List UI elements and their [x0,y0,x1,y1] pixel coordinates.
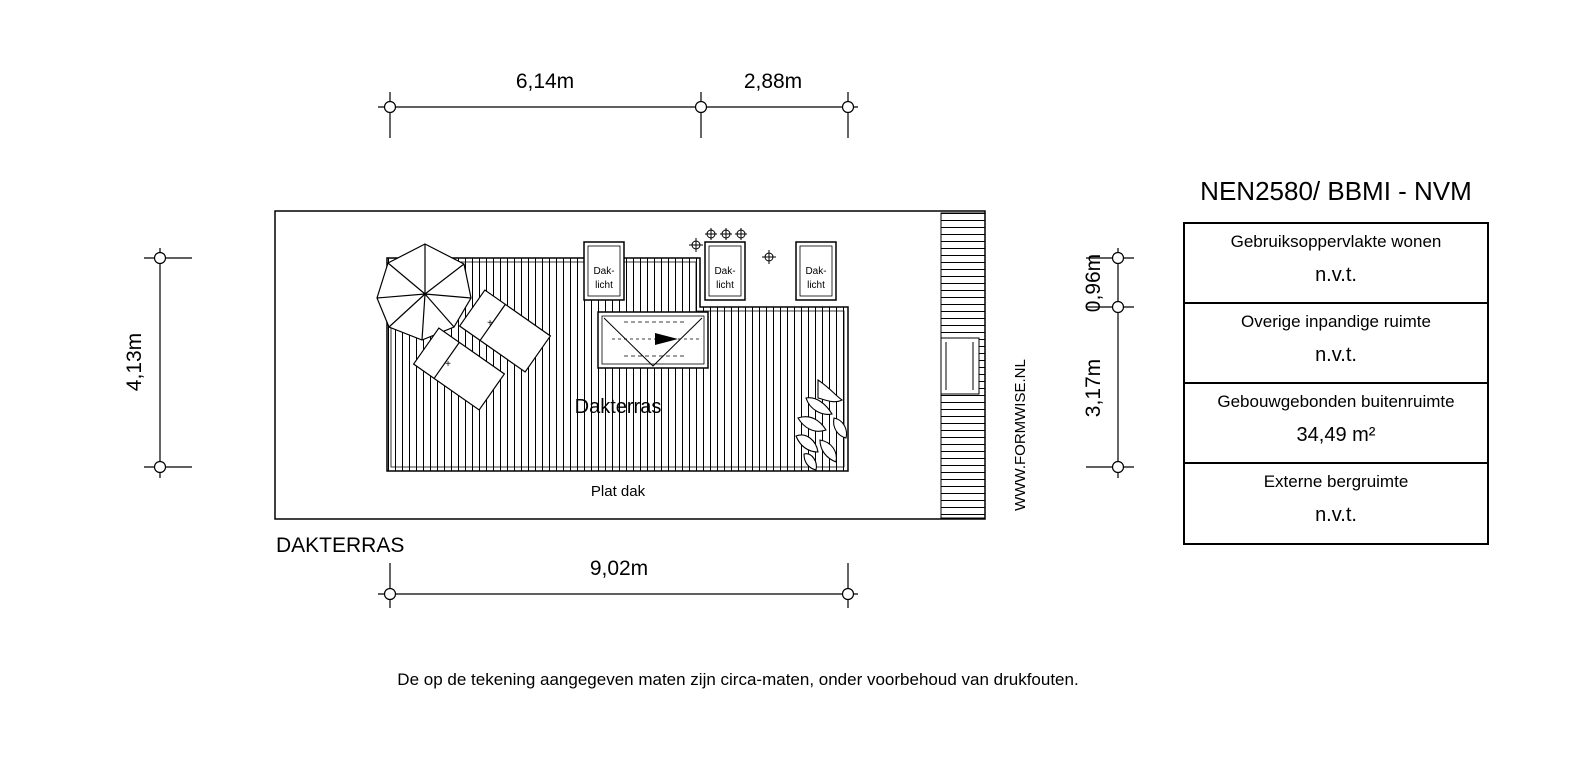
roof-edge-stairs [941,213,985,518]
nen-row-value: n.v.t. [1315,504,1357,526]
room-label: Dakterras [574,396,662,418]
nen-row-value: n.v.t. [1315,344,1357,366]
nen-row-value: 34,49 m² [1296,424,1376,446]
dim-left-label: 4,13m [123,332,146,392]
dim-right-top-label: 0,96m [1082,253,1105,313]
nen-table [1183,222,1489,545]
svg-text:+: + [487,318,493,329]
watermark: WWW.FORMWISE.NL [1012,359,1029,511]
skylight [705,242,745,300]
nen-row-value: n.v.t. [1315,264,1357,286]
nen-row-label: Overige inpandige ruimte [1241,312,1431,331]
dimension-bottom [378,557,858,608]
dim-top-left-label: 6,14m [515,70,575,93]
svg-text:Dak-: Dak- [805,266,827,277]
skylight [584,242,624,300]
nen-row [1185,304,1487,384]
dim-bottom-label: 9,02m [589,557,649,580]
nen-row-label: Gebruiksoppervlakte wonen [1230,232,1442,251]
svg-text:+: + [445,359,451,370]
dimension-left [123,248,192,478]
nen-row [1185,384,1487,464]
svg-text:Dak-: Dak- [593,266,615,277]
skylight [796,242,836,300]
nen-row-label: Externe bergruimte [1263,472,1409,491]
roof-label: Plat dak [590,483,646,500]
nen-row [1185,464,1487,543]
dim-top-right-label: 2,88m [743,70,803,93]
nen-row [1185,224,1487,304]
svg-text:licht: licht [595,280,613,291]
svg-text:Dak-: Dak- [714,266,736,277]
disclaimer: De op de tekening aangegeven maten zijn circa-maten, onder voorbehoud van drukfouten. [397,670,1079,689]
dimension-top [378,70,858,138]
nen-row-label: Gebouwgebonden buitenruimte [1217,392,1455,411]
dim-right-bottom-label: 3,17m [1082,358,1105,418]
section-label: DAKTERRAS [276,534,405,557]
roof-hatch [598,312,708,368]
svg-text:licht: licht [807,280,825,291]
svg-text:licht: licht [716,280,734,291]
nen-title: NEN2580/ BBMI - NVM [1200,176,1472,206]
dimension-right [1082,248,1134,478]
